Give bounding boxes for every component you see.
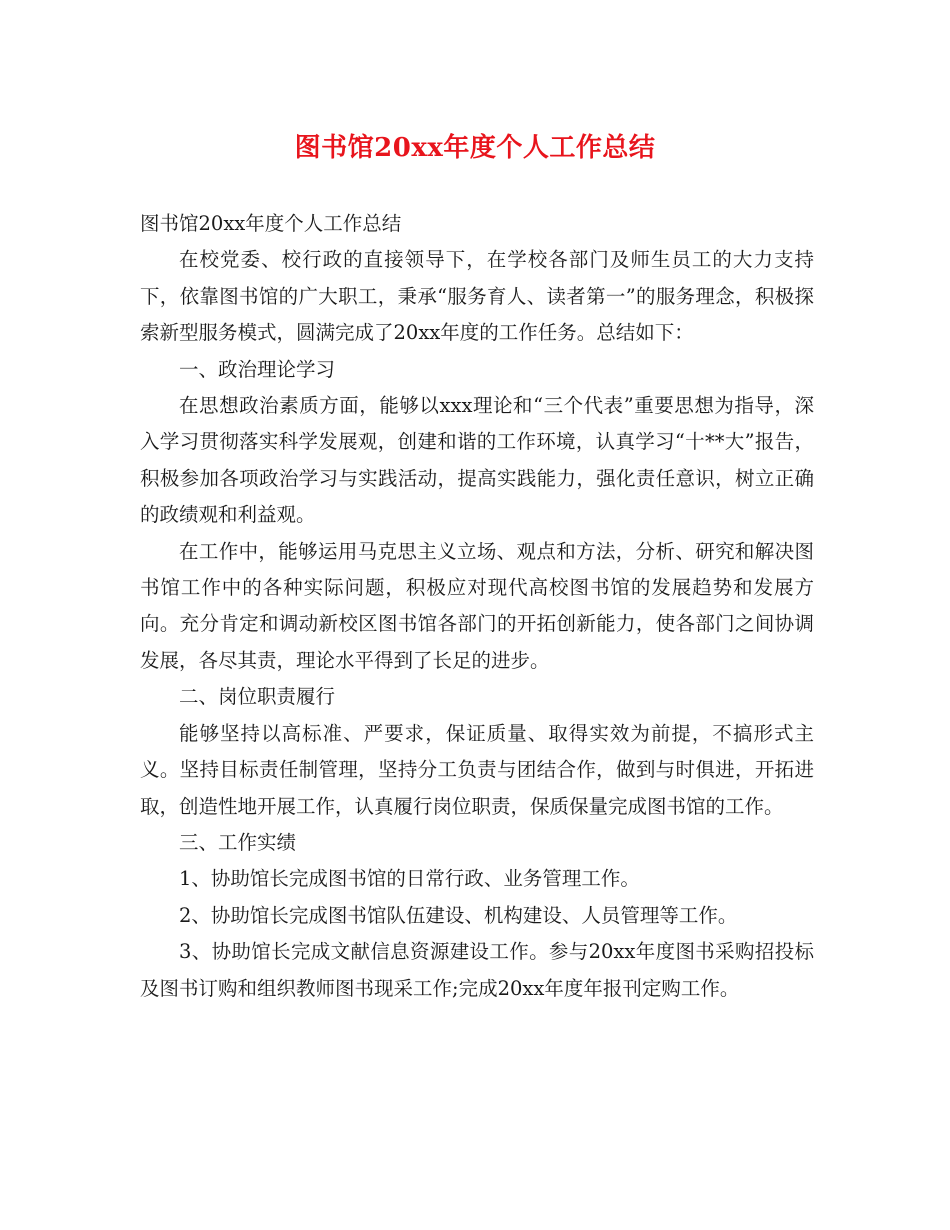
intro-paragraph: 在校党委、校行政的直接领导下，在学校各部门及师生员工的大力支持下，依靠图书馆的广大职工，秉承“服务育人、读者第一”的服务理念，积极探索新型服务模式，圆满完成了20xx年度的工作任务。总结如下： — [140, 248, 814, 345]
body-paragraph: 在思想政治素质方面，能够以xxx理论和“三个代表”重要思想为指导，深入学习贯彻落实科学发展观，创建和谐的工作环境，认真学习“十**大”报告，积极参加各项政治学习与实践活动，提高实践能力，强化责任意识，树立正确的政绩观和利益观。 — [140, 394, 814, 527]
list-item: 3、协助馆长完成文献信息资源建设工作。参与20xx年度图书采购招投标及图书订购和组织教师图书现采工作;完成20xx年度年报刊定购工作。 — [140, 940, 814, 1000]
list-item: 2、协助馆长完成图书馆队伍建设、机构建设、人员管理等工作。 — [179, 903, 738, 927]
body-paragraph: 在工作中，能够运用马克思主义立场、观点和方法，分析、研究和解决图书馆工作中的各种实际问题，积极应对现代高校图书馆的发展趋势和发展方向。充分肯定和调动新校区图书馆各部门的开拓创新能力，使各部门之间协调发展，各尽其责，理论水平得到了长足的进步。 — [140, 539, 814, 672]
body-paragraph: 能够坚持以高标准、严要求，保证质量、取得实效为前提，不搞形式主义。坚持目标责任制管理，坚持分工负责与团结合作，做到与时俱进，开拓进取，创造性地开展工作，认真履行岗位职责，保质保量完成图书馆的工作。 — [140, 721, 814, 818]
section-heading-duties: 二、岗位职责履行 — [179, 685, 336, 709]
list-item: 1、协助馆长完成图书馆的日常行政、业务管理工作。 — [179, 867, 640, 891]
document-title: 图书馆20xx年度个人工作总结 — [294, 133, 656, 163]
document-body — [140, 206, 814, 1007]
section-heading-political-study: 一、政治理论学习 — [179, 357, 336, 381]
section-heading-achievements: 三、工作实绩 — [179, 830, 297, 854]
subtitle-paragraph: 图书馆20xx年度个人工作总结 — [140, 212, 402, 235]
